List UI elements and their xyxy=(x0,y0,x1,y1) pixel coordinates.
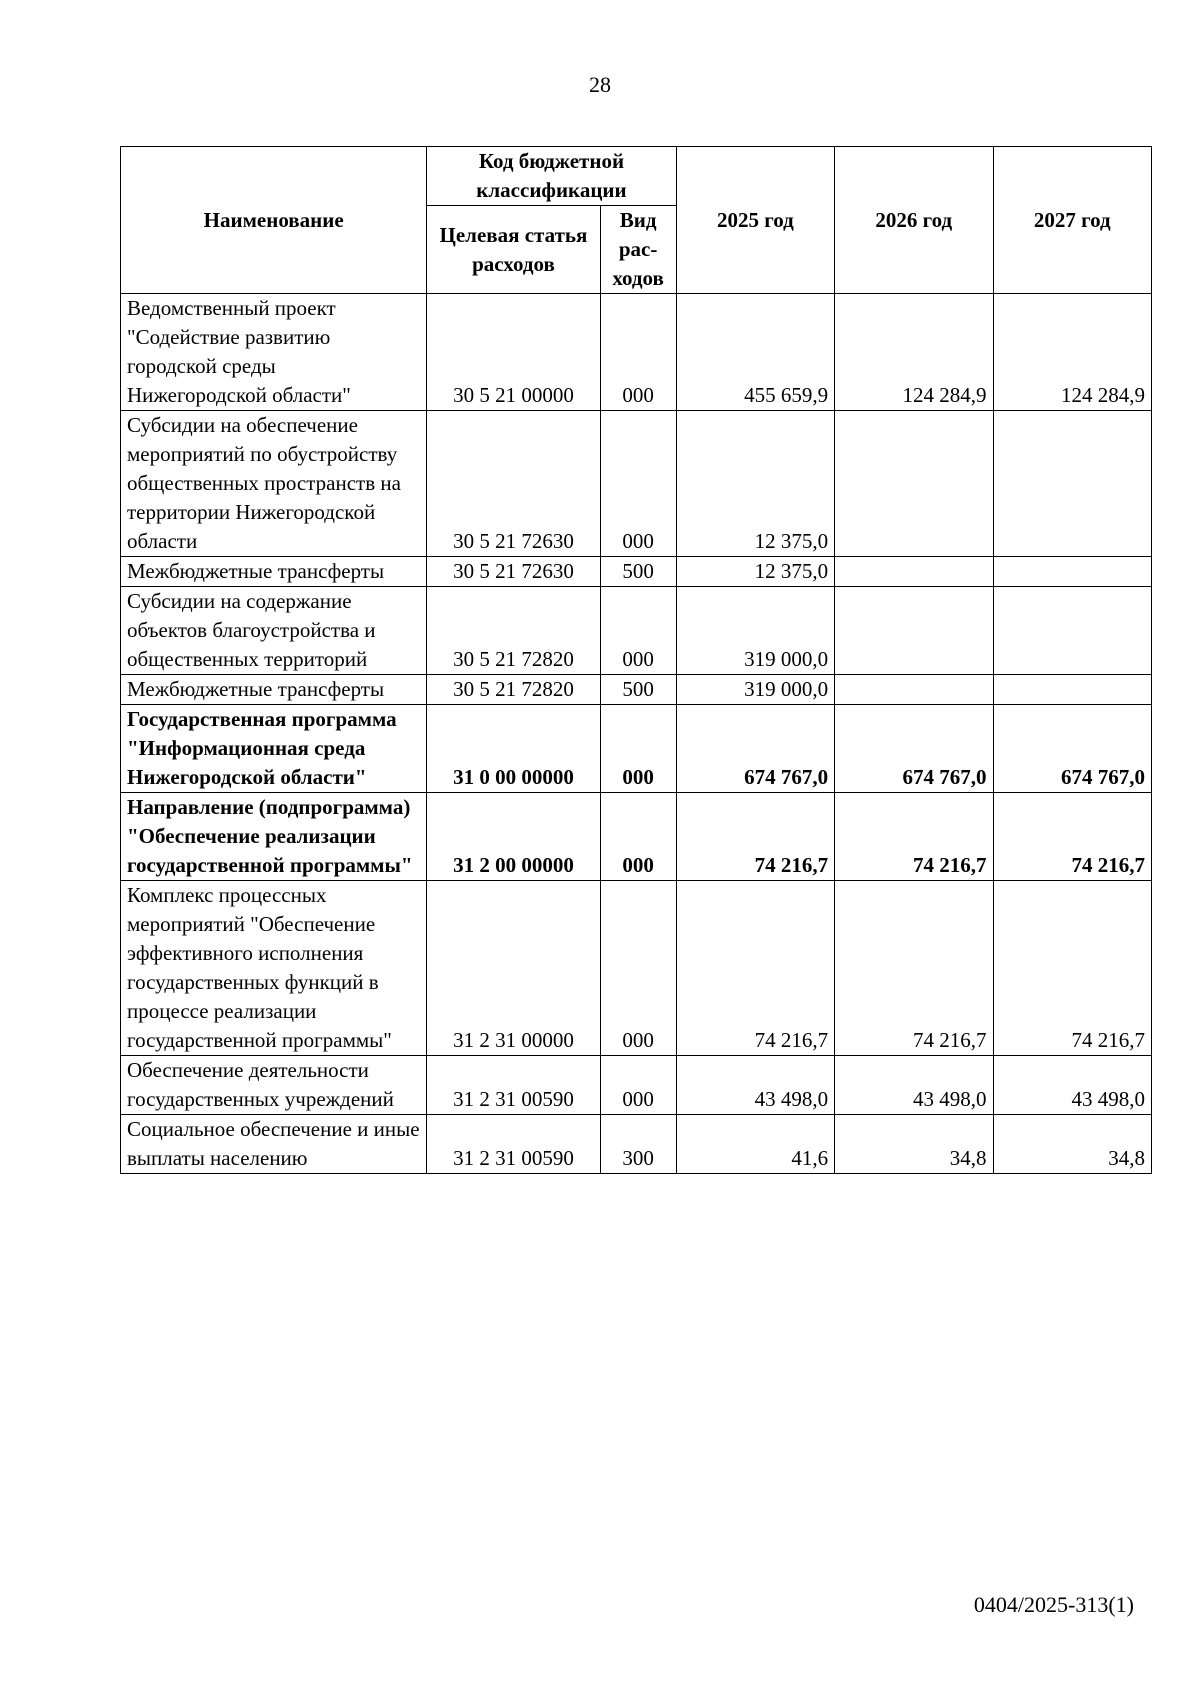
row-target-article: 31 2 31 00590 xyxy=(427,1115,600,1174)
row-2025: 674 767,0 xyxy=(676,705,834,793)
table-row xyxy=(121,1115,1152,1174)
table-row xyxy=(121,411,1152,557)
table-row xyxy=(121,675,1152,705)
row-2026: 34,8 xyxy=(835,1115,993,1174)
row-2027 xyxy=(993,557,1152,587)
budget-table xyxy=(120,146,1152,1174)
row-2026: 124 284,9 xyxy=(835,294,993,411)
header-2025: 2025 год xyxy=(676,147,834,294)
row-expense-type: 500 xyxy=(600,557,676,587)
row-name: Социальное обеспечение и иные выплаты населению xyxy=(121,1115,427,1174)
row-name: Комплекс процессных мероприятий "Обеспечение эффективного исполнения государственных функций в процессе реализации государственной программы" xyxy=(121,881,427,1056)
page-number: 28 xyxy=(589,72,611,97)
row-name: Направление (подпрограмма) "Обеспечение реализации государственной программы" xyxy=(121,793,427,881)
header-target-article: Целевая статья расходов xyxy=(427,206,600,294)
row-2025: 12 375,0 xyxy=(676,557,834,587)
row-expense-type: 000 xyxy=(600,294,676,411)
row-2025: 43 498,0 xyxy=(676,1056,834,1115)
row-target-article: 30 5 21 72820 xyxy=(427,675,600,705)
row-name: Межбюджетные трансферты xyxy=(121,557,427,587)
row-name: Субсидии на обеспечение мероприятий по обустройству общественных пространств на территории Нижегородской области xyxy=(121,411,427,557)
document-code: 0404/2025-313(1) xyxy=(973,1592,1134,1617)
row-name: Обеспечение деятельности государственных учреждений xyxy=(121,1056,427,1115)
row-target-article: 31 2 31 00000 xyxy=(427,881,600,1056)
row-name: Субсидии на содержание объектов благоустройства и общественных территорий xyxy=(121,587,427,675)
row-name: Ведомственный проект "Содействие развитию городской среды Нижегородской области" xyxy=(121,294,427,411)
row-target-article: 31 2 00 00000 xyxy=(427,793,600,881)
row-2025: 74 216,7 xyxy=(676,881,834,1056)
table-row xyxy=(121,587,1152,675)
row-expense-type: 300 xyxy=(600,1115,676,1174)
row-expense-type: 000 xyxy=(600,881,676,1056)
row-2026: 43 498,0 xyxy=(835,1056,993,1115)
row-name: Государственная программа "Информационная среда Нижегородской области" xyxy=(121,705,427,793)
header-2026: 2026 год xyxy=(835,147,993,294)
row-expense-type: 000 xyxy=(600,411,676,557)
row-target-article: 30 5 21 72820 xyxy=(427,587,600,675)
table-row xyxy=(121,294,1152,411)
row-2025: 319 000,0 xyxy=(676,675,834,705)
row-expense-type: 000 xyxy=(600,1056,676,1115)
row-target-article: 31 2 31 00590 xyxy=(427,1056,600,1115)
row-2027: 124 284,9 xyxy=(993,294,1152,411)
table-row xyxy=(121,1056,1152,1115)
row-2027: 74 216,7 xyxy=(993,881,1152,1056)
row-2025: 74 216,7 xyxy=(676,793,834,881)
row-2025: 455 659,9 xyxy=(676,294,834,411)
row-2025: 41,6 xyxy=(676,1115,834,1174)
row-2025: 319 000,0 xyxy=(676,587,834,675)
table-row xyxy=(121,793,1152,881)
row-2026 xyxy=(835,411,993,557)
header-name: Наименование xyxy=(121,147,427,294)
row-2026 xyxy=(835,587,993,675)
table-row xyxy=(121,557,1152,587)
row-2027 xyxy=(993,675,1152,705)
row-2027: 674 767,0 xyxy=(993,705,1152,793)
row-2027: 34,8 xyxy=(993,1115,1152,1174)
row-2027: 43 498,0 xyxy=(993,1056,1152,1115)
header-expense-type: Вид рас-ходов xyxy=(600,206,676,294)
table-body xyxy=(121,294,1152,1174)
row-expense-type: 500 xyxy=(600,675,676,705)
row-name: Межбюджетные трансферты xyxy=(121,675,427,705)
row-2026: 74 216,7 xyxy=(835,793,993,881)
row-target-article: 31 0 00 00000 xyxy=(427,705,600,793)
header-2027: 2027 год xyxy=(993,147,1152,294)
row-2026: 74 216,7 xyxy=(835,881,993,1056)
row-target-article: 30 5 21 00000 xyxy=(427,294,600,411)
row-2027 xyxy=(993,411,1152,557)
row-2026 xyxy=(835,557,993,587)
header-kbk: Код бюджетной классификации xyxy=(427,147,676,206)
row-target-article: 30 5 21 72630 xyxy=(427,557,600,587)
row-expense-type: 000 xyxy=(600,793,676,881)
table-row xyxy=(121,881,1152,1056)
row-2027 xyxy=(993,587,1152,675)
row-target-article: 30 5 21 72630 xyxy=(427,411,600,557)
row-2025: 12 375,0 xyxy=(676,411,834,557)
row-expense-type: 000 xyxy=(600,587,676,675)
row-2027: 74 216,7 xyxy=(993,793,1152,881)
row-2026: 674 767,0 xyxy=(835,705,993,793)
row-expense-type: 000 xyxy=(600,705,676,793)
row-2026 xyxy=(835,675,993,705)
table-row xyxy=(121,705,1152,793)
table-header xyxy=(121,147,1152,294)
